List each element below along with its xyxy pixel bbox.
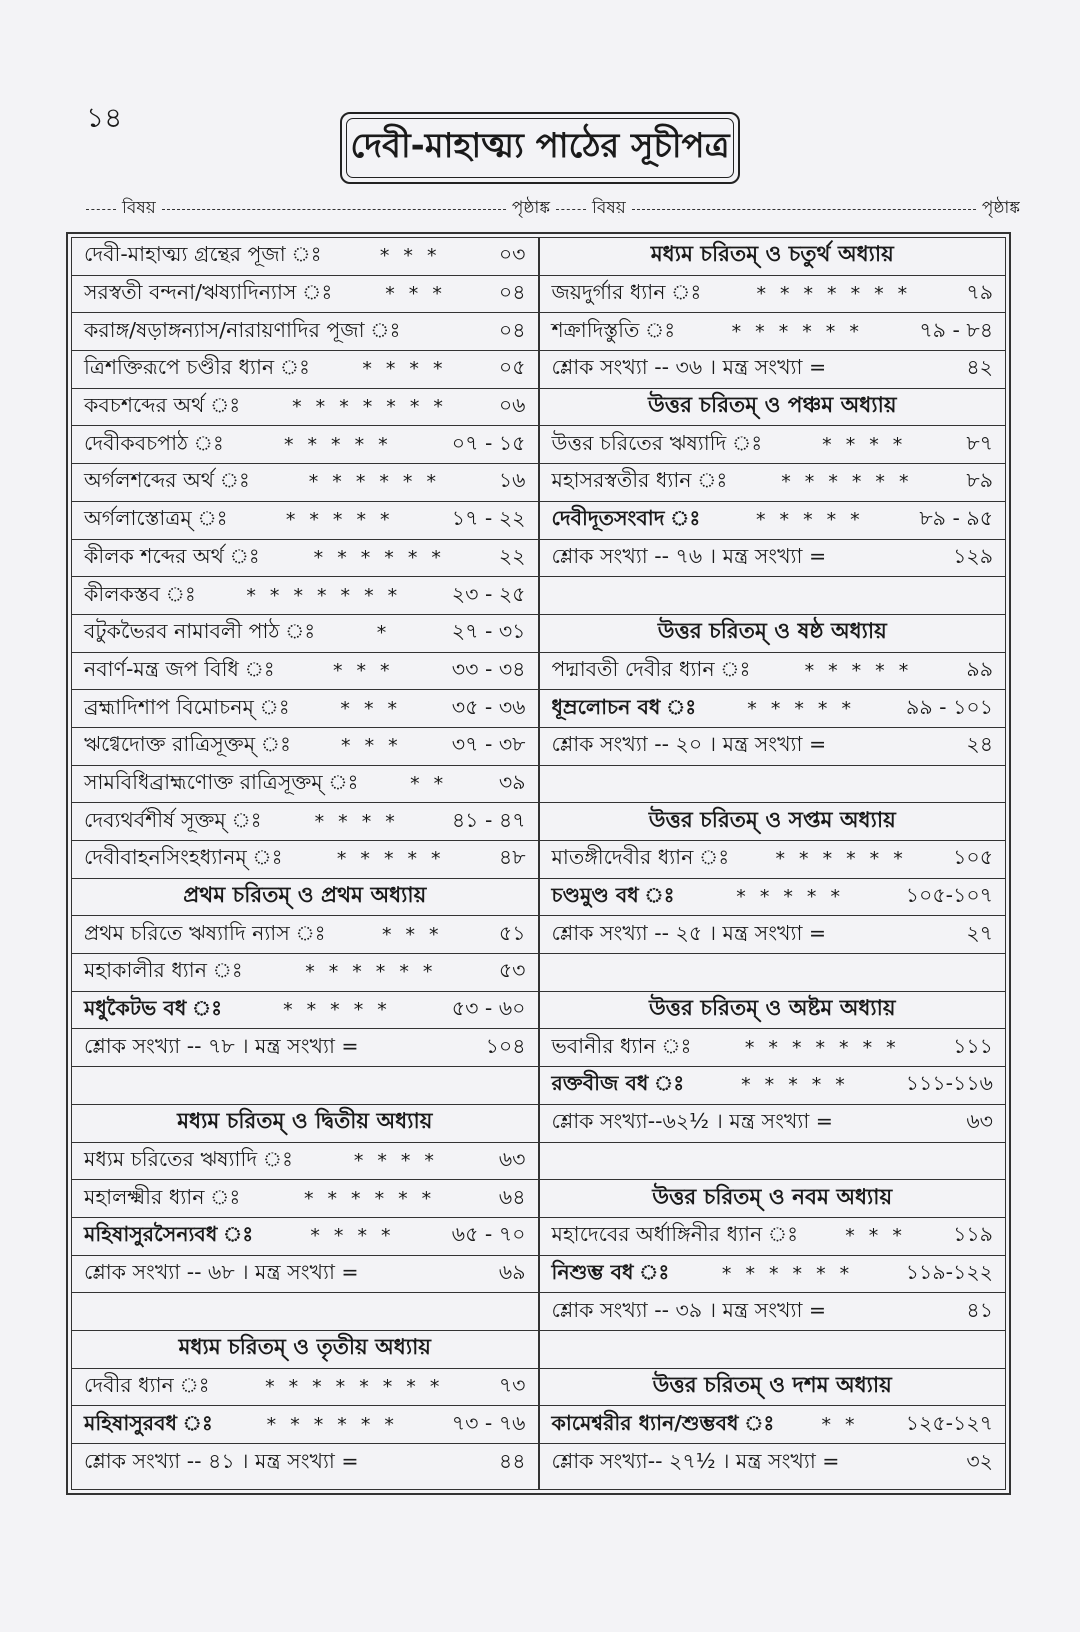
toc-entry — [72, 540, 538, 578]
entry-page: ৩২ — [966, 1448, 993, 1473]
chapter-heading: উত্তর চরিতম্ ও সপ্তম অধ্যায় — [540, 803, 1006, 841]
header-dash — [556, 209, 586, 210]
entry-leader: * * * * * * — [305, 961, 437, 984]
entry-leader: * * * * * — [736, 886, 844, 909]
entry-title: অর্গলশব্দের অর্থ ঃ — [84, 468, 250, 493]
entry-page: ৫১ — [498, 920, 526, 945]
header-dash — [162, 209, 506, 210]
entry-title: ঋগ্বেদোক্ত রাত্রিসূক্তম্ ঃ — [84, 732, 291, 757]
entry-title: চণ্ডমুণ্ড বধ ঃ — [551, 883, 675, 908]
toc-entry — [540, 1256, 1006, 1294]
entry-page: ১১১-১১৬ — [905, 1071, 993, 1096]
entry-page: ৪১ — [966, 1297, 993, 1322]
entry-leader: * * — [821, 1413, 859, 1436]
entry-page: ২৭ — [966, 920, 993, 945]
toc-entry — [540, 426, 1006, 464]
entry-title: শ্লোক সংখ্যা -- ২০ । মন্ত্র সংখ্যা = — [551, 732, 827, 757]
entry-page: ৯৯ - ১০১ — [906, 694, 993, 719]
entry-title: রক্তবীজ বধ ঃ — [551, 1071, 685, 1096]
entry-leader: * * * * * * — [313, 546, 445, 569]
toc-entry — [72, 389, 538, 427]
toc-entry — [72, 1143, 538, 1181]
entry-leader: * * * — [381, 923, 443, 946]
entry-page: ১২৫-১২৭ — [905, 1410, 993, 1435]
entry-title: দেব্যথর্বশীর্ষ সূক্তম্ ঃ — [84, 807, 262, 832]
entry-leader: * * * * * * — [303, 1187, 436, 1210]
toc-entry — [540, 841, 1006, 879]
entry-leader: * * * — [340, 697, 401, 720]
entry-page: ৯৯ — [966, 656, 993, 681]
toc-entry — [72, 577, 538, 615]
blank-row — [540, 1143, 1006, 1181]
toc-entry — [72, 1218, 538, 1256]
entry-title: মহাকালীর ধ্যান ঃ — [84, 958, 243, 983]
entry-leader: * * * * * * * * — [265, 1375, 444, 1398]
chapter-heading: উত্তর চরিতম্ ও অষ্টম অধ্যায় — [540, 992, 1006, 1030]
entry-title: কীলকস্তব ঃ — [84, 581, 196, 606]
entry-page: ২৪ — [966, 732, 993, 757]
entry-leader: * * * * * * * — [292, 396, 447, 419]
entry-page: ১১৯-১২২ — [905, 1259, 993, 1284]
entry-leader: * * * * * * — [781, 471, 913, 494]
chapter-heading: মধ্যম চরিতম্ ও দ্বিতীয় অধ্যায় — [72, 1105, 538, 1143]
header-page-right: পৃষ্ঠাঙ্ক — [981, 198, 1020, 218]
entry-title: ভবানীর ধ্যান ঃ — [551, 1033, 692, 1058]
entry-page: ৬৩ — [966, 1109, 993, 1134]
toc-entry — [540, 1105, 1006, 1143]
toc-entry — [72, 1444, 538, 1482]
entry-leader: * * * * * — [756, 509, 864, 532]
header-subject-right: বিষয় — [592, 198, 626, 218]
entry-title: করাঙ্গ/ষড়াঙ্গন্যাস/নারায়ণাদির পূজা ঃ — [84, 317, 401, 342]
toc-entry — [72, 1256, 538, 1294]
toc-entry — [72, 803, 538, 841]
entry-page: ৬৫ - ৭০ — [451, 1222, 526, 1247]
toc-entry — [72, 653, 538, 691]
toc-entry — [540, 728, 1006, 766]
entry-title: শ্লোক সংখ্যা -- ৩৬ । মন্ত্র সংখ্যা = — [551, 355, 827, 380]
entry-page: ২২ — [498, 543, 526, 568]
entry-title: বটুকভৈরব নামাবলী পাঠ ঃ — [84, 619, 316, 644]
toc-entry — [540, 1067, 1006, 1105]
entry-page: ১১১ — [953, 1033, 993, 1058]
chapter-heading: উত্তর চরিতম্ ও ষষ্ঠ অধ্যায় — [540, 615, 1006, 653]
entry-title: শ্লোক সংখ্যা -- ২৫ । মন্ত্র সংখ্যা = — [551, 920, 827, 945]
entry-title: মহিষাসুরবধ ঃ — [84, 1410, 213, 1435]
toc-entry — [72, 351, 538, 389]
entry-page: ৫৩ - ৬০ — [451, 996, 526, 1021]
entry-title: পদ্মাবতী দেবীর ধ্যান ঃ — [551, 656, 751, 681]
page-title: দেবী-মাহাত্ম্য পাঠের সূচীপত্র — [346, 118, 734, 178]
entry-page: ৬৩ — [498, 1146, 526, 1171]
toc-column-right — [540, 238, 1006, 1489]
entry-title: মহাদেবের অর্ধাঙ্গিনীর ধ্যান ঃ — [551, 1222, 799, 1247]
entry-title: দেবীকবচপাঠ ঃ — [84, 430, 224, 455]
entry-page: ৮৯ — [966, 468, 993, 493]
title-frame — [340, 112, 740, 184]
entry-page: ০৪ — [498, 280, 526, 305]
entry-leader: * * * * * — [804, 659, 913, 682]
entry-title: মহালক্ষ্মীর ধ্যান ঃ — [84, 1184, 241, 1209]
entry-page: ৮৭ — [966, 430, 993, 455]
entry-leader: * * * * — [310, 1225, 395, 1248]
entry-page: ৩৫ - ৩৬ — [451, 694, 526, 719]
header-subject-left: বিষয় — [122, 198, 156, 218]
entry-leader: * * * — [341, 735, 402, 758]
entry-page: ২৩ - ২৫ — [451, 581, 526, 606]
entry-page: ২৭ - ৩১ — [451, 619, 526, 644]
chapter-heading: মধ্যম চরিতম্ ও চতুর্থ অধ্যায় — [540, 238, 1006, 276]
entry-page: ৩৭ - ৩৮ — [451, 732, 526, 757]
entry-title: নিশুম্ভ বধ ঃ — [551, 1259, 670, 1284]
entry-title: শক্রাদিস্তুতি ঃ — [551, 317, 676, 342]
toc-entry — [72, 1180, 538, 1218]
entry-leader: * * * * * — [285, 509, 394, 532]
toc-entry — [72, 766, 538, 804]
entry-title: ব্রহ্মাদিশাপ বিমোচনম্ ঃ — [84, 694, 290, 719]
entry-title: জয়দুর্গার ধ্যান ঃ — [551, 280, 702, 305]
entry-title: মাতঙ্গীদেবীর ধ্যান ঃ — [551, 845, 730, 870]
toc-entry — [540, 1406, 1006, 1444]
toc-entry — [72, 464, 538, 502]
toc-entry — [72, 426, 538, 464]
blank-row — [72, 1293, 538, 1331]
toc-entry — [540, 653, 1006, 691]
entry-page: ১৬ — [498, 468, 526, 493]
entry-title: শ্লোক সংখ্যা-- ২৭½ । মন্ত্র সংখ্যা = — [551, 1448, 840, 1473]
entry-title: মধ্যম চরিতের ঋষ্যাদি ঃ — [84, 1146, 293, 1171]
entry-page: ০৬ — [498, 393, 526, 418]
entry-page: ৬৪ — [498, 1184, 526, 1209]
entry-title: শ্লোক সংখ্যা--৬২½ । মন্ত্র সংখ্যা = — [551, 1109, 833, 1134]
blank-row — [540, 577, 1006, 615]
header-dash — [86, 209, 116, 210]
entry-page: ৩৯ — [498, 769, 526, 794]
entry-leader: * * * — [845, 1225, 906, 1248]
entry-leader: * * * * — [822, 433, 907, 456]
entry-title: সামবিধিব্রাহ্মণোক্ত রাত্রিসূক্তম্ ঃ — [84, 769, 359, 794]
entry-leader: * * * * * — [741, 1074, 849, 1097]
toc-entry — [540, 1029, 1006, 1067]
entry-title: মহাসরস্বতীর ধ্যান ঃ — [551, 468, 728, 493]
toc-entry — [72, 276, 538, 314]
toc-entry — [72, 954, 538, 992]
entry-leader: * * * * — [314, 810, 399, 833]
column-header — [80, 196, 1020, 222]
toc-column-left — [72, 238, 540, 1489]
entry-leader: * * * * * * * — [744, 1036, 900, 1059]
entry-page: ১৭ - ২২ — [451, 506, 526, 531]
entry-page: ০৫ — [498, 355, 526, 380]
entry-page: ৫৩ — [498, 958, 526, 983]
toc-entry — [72, 1369, 538, 1407]
entry-title: দেবীবাহনসিংহধ্যানম্ ঃ — [84, 845, 283, 870]
entry-leader: * * * * * * * — [756, 283, 912, 306]
toc-entry — [540, 879, 1006, 917]
entry-page: ৪৪ — [498, 1448, 526, 1473]
entry-title: উত্তর চরিতের ঋষ্যাদি ঃ — [551, 430, 763, 455]
entry-page: ১১৯ — [953, 1222, 993, 1247]
entry-title: প্রথম চরিতে ঋষ্যাদি ন্যাস ঃ — [84, 920, 326, 945]
entry-page: ৭৩ — [498, 1372, 526, 1397]
chapter-heading: প্রথম চরিতম্ ও প্রথম অধ্যায় — [72, 879, 538, 917]
entry-leader: * * * * * * — [308, 471, 440, 494]
toc-entry — [540, 1293, 1006, 1331]
entry-title: শ্লোক সংখ্যা -- ৩৯ । মন্ত্র সংখ্যা = — [551, 1297, 827, 1322]
header-dash — [632, 209, 976, 210]
entry-page: ১০৫ — [953, 845, 993, 870]
entry-page: ৬৯ — [498, 1259, 526, 1284]
toc-entry — [540, 540, 1006, 578]
entry-page: ৭৩ - ৭৬ — [451, 1410, 526, 1435]
chapter-heading: উত্তর চরিতম্ ও দশম অধ্যায় — [540, 1369, 1006, 1407]
entry-page: ৭৯ — [966, 280, 993, 305]
chapter-heading: উত্তর চরিতম্ ও নবম অধ্যায় — [540, 1180, 1006, 1218]
entry-leader: * * * * — [362, 358, 447, 381]
entry-page: ৪১ - ৪৭ — [451, 807, 526, 832]
entry-page: ৩৩ - ৩৪ — [451, 656, 526, 681]
entry-leader: * * * — [379, 245, 441, 268]
entry-title: কবচশব্দের অর্থ ঃ — [84, 393, 241, 418]
entry-page: ১২৯ — [953, 543, 993, 568]
toc-entry — [72, 728, 538, 766]
toc-entry — [540, 916, 1006, 954]
toc-entry — [72, 1029, 538, 1067]
toc-entry — [540, 351, 1006, 389]
entry-title: ধূম্রলোচন বধ ঃ — [551, 694, 697, 719]
blank-row — [540, 1331, 1006, 1369]
entry-page: ১০৫-১০৭ — [905, 883, 993, 908]
entry-title: কামেশ্বরীর ধ্যান/শুম্ভবধ ঃ — [551, 1410, 775, 1435]
entry-leader: * * * * * — [336, 848, 445, 871]
entry-title: দেবী-মাহাত্ম্য গ্রন্থের পূজা ঃ — [84, 242, 322, 267]
entry-leader: * * * * * — [283, 999, 391, 1022]
entry-page: ০৪ — [498, 317, 526, 342]
entry-title: মধুকৈটভ বধ ঃ — [84, 996, 223, 1021]
toc-entry — [72, 502, 538, 540]
chapter-heading: মধ্যম চরিতম্ ও তৃতীয় অধ্যায় — [72, 1331, 538, 1369]
entry-leader: * * * * * * — [721, 1262, 854, 1285]
entry-title: শ্লোক সংখ্যা -- ৭৬ । মন্ত্র সংখ্যা = — [551, 543, 827, 568]
page-number: ১৪ — [86, 101, 123, 134]
entry-title: দেবীদূতসংবাদ ঃ — [551, 506, 701, 531]
entry-title: কীলক শব্দের অর্থ ঃ — [84, 543, 260, 568]
toc-entry — [72, 992, 538, 1030]
toc-entry — [72, 313, 538, 351]
entry-title: শ্লোক সংখ্যা -- ৬৮ । মন্ত্র সংখ্যা = — [84, 1259, 359, 1284]
entry-title: ত্রিশক্তিরূপে চণ্ডীর ধ্যান ঃ — [84, 355, 310, 380]
entry-leader: * * * * * * — [266, 1413, 398, 1436]
blank-row — [540, 766, 1006, 804]
toc-entry — [72, 238, 538, 276]
toc-entry — [540, 690, 1006, 728]
entry-page: ১০৪ — [485, 1033, 526, 1058]
entry-leader: * * * * * — [747, 697, 855, 720]
toc-entry — [540, 464, 1006, 502]
toc-entry — [540, 1444, 1006, 1482]
toc-entry — [72, 615, 538, 653]
entry-title: নবার্ণ-মন্ত্র জপ বিধি ঃ — [84, 656, 275, 681]
entry-title: মহিষাসুরসৈন্যবধ ঃ — [84, 1222, 254, 1247]
blank-row — [72, 1067, 538, 1105]
entry-page: ৮৯ - ৯৫ — [919, 506, 993, 531]
entry-page: ৪৮ — [498, 845, 526, 870]
toc-entry — [540, 502, 1006, 540]
toc-entry — [540, 313, 1006, 351]
toc-entry — [72, 690, 538, 728]
entry-leader: * * * * — [353, 1149, 438, 1172]
entry-title: শ্লোক সংখ্যা -- ৪১ । মন্ত্র সংখ্যা = — [84, 1448, 359, 1473]
header-page-left: পৃষ্ঠাঙ্ক — [511, 198, 550, 218]
entry-title: দেবীর ধ্যান ঃ — [84, 1372, 210, 1397]
entry-leader: * — [376, 622, 391, 645]
entry-page: ০৭ - ১৫ — [451, 430, 526, 455]
chapter-heading: উত্তর চরিতম্ ও পঞ্চম অধ্যায় — [540, 389, 1006, 427]
entry-page: ০৩ — [498, 242, 526, 267]
entry-leader: * * * — [332, 659, 394, 682]
entry-leader: * * * * * — [283, 433, 392, 456]
entry-leader: * * * * * * — [775, 848, 907, 871]
entry-page: ৭৯ - ৮৪ — [919, 317, 993, 342]
entry-page: ৪২ — [966, 355, 993, 380]
toc-entry — [72, 841, 538, 879]
entry-leader: * * * — [385, 283, 446, 306]
entry-title: শ্লোক সংখ্যা -- ৭৮ । মন্ত্র সংখ্যা = — [84, 1033, 359, 1058]
blank-row — [540, 954, 1006, 992]
entry-leader: * * * * * * — [731, 320, 863, 343]
toc-entry — [540, 276, 1006, 314]
toc-entry — [72, 1406, 538, 1444]
entry-leader: * * — [410, 772, 448, 795]
toc-entry — [540, 1218, 1006, 1256]
toc-table — [66, 232, 1011, 1495]
entry-title: সরস্বতী বন্দনা/ঋষ্যাদিন্যাস ঃ — [84, 280, 333, 305]
entry-title: অর্গলাস্তোত্রম্ ঃ — [84, 506, 228, 531]
entry-leader: * * * * * * * — [246, 584, 402, 607]
toc-entry — [72, 916, 538, 954]
